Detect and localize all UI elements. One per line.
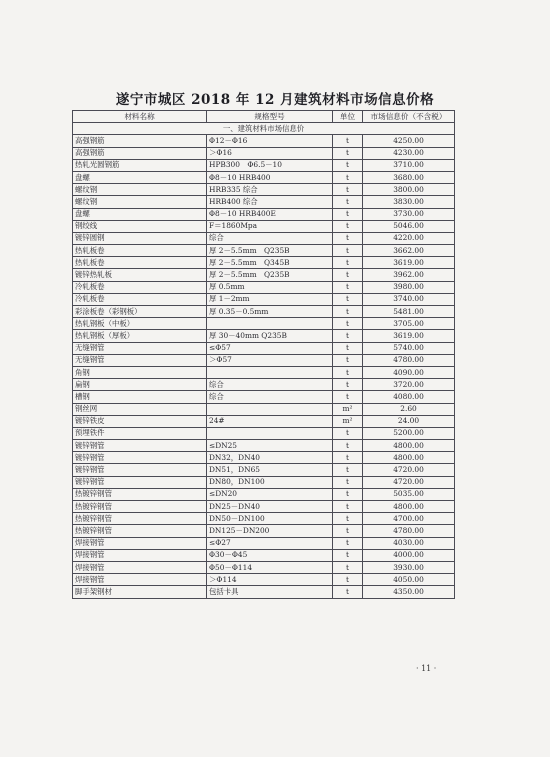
table-row xyxy=(73,366,455,378)
column-header-spec: 规格型号 xyxy=(207,111,333,123)
cell-unit: t xyxy=(333,196,363,208)
cell-unit: t xyxy=(333,306,363,318)
cell-spec xyxy=(207,366,333,378)
page-number: · 11 · xyxy=(416,664,437,673)
cell-price: 3930.00 xyxy=(363,561,455,573)
cell-unit: t xyxy=(333,440,363,452)
table-row xyxy=(73,184,455,196)
cell-material-name: 热轧钢板（中板） xyxy=(73,318,207,330)
cell-unit: t xyxy=(333,525,363,537)
cell-price: 4720.00 xyxy=(363,464,455,476)
cell-price: 4720.00 xyxy=(363,476,455,488)
cell-price: 4000.00 xyxy=(363,549,455,561)
section-heading: 一、建筑材料市场信息价 xyxy=(73,123,455,135)
cell-spec: ＞Φ57 xyxy=(207,354,333,366)
cell-spec: 综合 xyxy=(207,379,333,391)
table-row xyxy=(73,342,455,354)
cell-spec xyxy=(207,318,333,330)
cell-material-name: 焊接钢管 xyxy=(73,537,207,549)
table-row xyxy=(73,525,455,537)
cell-price: 3962.00 xyxy=(363,269,455,281)
cell-material-name: 盘螺 xyxy=(73,171,207,183)
cell-price: 2.60 xyxy=(363,403,455,415)
table-row xyxy=(73,452,455,464)
cell-price: 4030.00 xyxy=(363,537,455,549)
cell-price: 3705.00 xyxy=(363,318,455,330)
cell-spec: 厚 2－5.5mm Q345B xyxy=(207,257,333,269)
cell-material-name: 角钢 xyxy=(73,366,207,378)
table-row xyxy=(73,476,455,488)
table-row xyxy=(73,586,455,598)
cell-unit: t xyxy=(333,318,363,330)
cell-price: 3680.00 xyxy=(363,171,455,183)
cell-unit: t xyxy=(333,245,363,257)
table-row xyxy=(73,537,455,549)
cell-spec: 厚 1－2mm xyxy=(207,293,333,305)
cell-spec: Φ8－10 HRB400 xyxy=(207,171,333,183)
cell-unit: t xyxy=(333,208,363,220)
cell-spec: Φ50－Φ114 xyxy=(207,561,333,573)
table-row xyxy=(73,281,455,293)
cell-material-name: 镀锌圆钢 xyxy=(73,232,207,244)
cell-material-name: 盘螺 xyxy=(73,208,207,220)
table-row xyxy=(73,513,455,525)
cell-material-name: 热轧板卷 xyxy=(73,245,207,257)
cell-price: 4800.00 xyxy=(363,452,455,464)
cell-unit: t xyxy=(333,257,363,269)
cell-unit: t xyxy=(333,549,363,561)
cell-spec: DN25－DN40 xyxy=(207,501,333,513)
cell-price: 24.00 xyxy=(363,415,455,427)
cell-spec: DN50－DN100 xyxy=(207,513,333,525)
cell-material-name: 无缝钢管 xyxy=(73,354,207,366)
table-row xyxy=(73,257,455,269)
table-header-row xyxy=(73,111,455,123)
cell-unit: t xyxy=(333,366,363,378)
cell-spec: Φ12－Φ16 xyxy=(207,135,333,147)
cell-spec: DN51，DN65 xyxy=(207,464,333,476)
cell-price: 5035.00 xyxy=(363,488,455,500)
cell-unit: t xyxy=(333,391,363,403)
table-row xyxy=(73,549,455,561)
cell-price: 3619.00 xyxy=(363,257,455,269)
cell-spec: 综合 xyxy=(207,391,333,403)
cell-material-name: 冷轧板卷 xyxy=(73,281,207,293)
cell-unit: t xyxy=(333,342,363,354)
cell-material-name: 镀锌钢管 xyxy=(73,464,207,476)
cell-unit: t xyxy=(333,135,363,147)
cell-unit: t xyxy=(333,501,363,513)
cell-material-name: 高强钢筋 xyxy=(73,135,207,147)
cell-material-name: 热镀锌钢管 xyxy=(73,501,207,513)
cell-unit: t xyxy=(333,147,363,159)
table-row xyxy=(73,293,455,305)
cell-material-name: 热轧钢板（厚板） xyxy=(73,330,207,342)
cell-unit: t xyxy=(333,586,363,598)
cell-spec: Φ8－10 HRB400E xyxy=(207,208,333,220)
cell-unit: t xyxy=(333,159,363,171)
table-row xyxy=(73,318,455,330)
section-row xyxy=(73,123,455,135)
cell-price: 4220.00 xyxy=(363,232,455,244)
cell-spec xyxy=(207,427,333,439)
table-row xyxy=(73,232,455,244)
cell-price: 4700.00 xyxy=(363,513,455,525)
cell-spec: ＞Φ114 xyxy=(207,574,333,586)
table-body xyxy=(73,123,455,598)
cell-material-name: 镀锌铁皮 xyxy=(73,415,207,427)
cell-price: 5200.00 xyxy=(363,427,455,439)
cell-spec: 厚 0.5mm xyxy=(207,281,333,293)
cell-spec: 厚 2－5.5mm Q235B xyxy=(207,245,333,257)
column-header-name: 材料名称 xyxy=(73,111,207,123)
cell-material-name: 彩涂板卷（彩钢板） xyxy=(73,306,207,318)
table-row xyxy=(73,220,455,232)
cell-spec: 厚 2－5.5mm Q235B xyxy=(207,269,333,281)
table-row xyxy=(73,488,455,500)
column-header-price: 市场信息价（不含税） xyxy=(363,111,455,123)
cell-price: 3662.00 xyxy=(363,245,455,257)
cell-material-name: 冷轧板卷 xyxy=(73,293,207,305)
cell-spec: DN32，DN40 xyxy=(207,452,333,464)
cell-spec xyxy=(207,403,333,415)
cell-material-name: 螺纹钢 xyxy=(73,196,207,208)
table-row xyxy=(73,147,455,159)
cell-unit: t xyxy=(333,488,363,500)
table-row xyxy=(73,464,455,476)
cell-price: 4050.00 xyxy=(363,574,455,586)
cell-unit: t xyxy=(333,220,363,232)
cell-material-name: 镀锌钢管 xyxy=(73,440,207,452)
cell-unit: t xyxy=(333,171,363,183)
table-row xyxy=(73,330,455,342)
cell-unit: t xyxy=(333,464,363,476)
cell-unit: t xyxy=(333,184,363,196)
cell-material-name: 螺纹钢 xyxy=(73,184,207,196)
cell-unit: t xyxy=(333,281,363,293)
column-header-unit: 单位 xyxy=(333,111,363,123)
cell-unit: t xyxy=(333,476,363,488)
cell-material-name: 脚手架钢材 xyxy=(73,586,207,598)
cell-spec: 厚 30－40mm Q235B xyxy=(207,330,333,342)
cell-spec: Φ30－Φ45 xyxy=(207,549,333,561)
cell-price: 4780.00 xyxy=(363,354,455,366)
cell-material-name: 高强钢筋 xyxy=(73,147,207,159)
cell-price: 4780.00 xyxy=(363,525,455,537)
cell-spec: ≤Φ57 xyxy=(207,342,333,354)
table-row xyxy=(73,440,455,452)
cell-spec: ≤DN20 xyxy=(207,488,333,500)
cell-price: 5740.00 xyxy=(363,342,455,354)
cell-price: 4800.00 xyxy=(363,440,455,452)
cell-spec: DN80，DN100 xyxy=(207,476,333,488)
table-row xyxy=(73,196,455,208)
cell-price: 4350.00 xyxy=(363,586,455,598)
table-row xyxy=(73,379,455,391)
table-row xyxy=(73,269,455,281)
table-row xyxy=(73,306,455,318)
cell-spec: ≤Φ27 xyxy=(207,537,333,549)
table-row xyxy=(73,208,455,220)
cell-material-name: 无缝钢管 xyxy=(73,342,207,354)
table-row xyxy=(73,427,455,439)
cell-unit: t xyxy=(333,379,363,391)
cell-price: 5046.00 xyxy=(363,220,455,232)
cell-spec: HRB335 综合 xyxy=(207,184,333,196)
table-row xyxy=(73,354,455,366)
page-title: 遂宁市城区 2018 年 12 月建筑材料市场信息价格 xyxy=(115,92,435,108)
cell-spec: HPB300 Φ6.5－10 xyxy=(207,159,333,171)
cell-spec: ＞Φ16 xyxy=(207,147,333,159)
cell-price: 4230.00 xyxy=(363,147,455,159)
cell-material-name: 镀锌钢管 xyxy=(73,452,207,464)
cell-unit: t xyxy=(333,354,363,366)
table-row xyxy=(73,135,455,147)
cell-unit: t xyxy=(333,427,363,439)
table-row xyxy=(73,403,455,415)
cell-material-name: 热轧板卷 xyxy=(73,257,207,269)
cell-price: 3830.00 xyxy=(363,196,455,208)
cell-price: 3720.00 xyxy=(363,379,455,391)
cell-unit: t xyxy=(333,537,363,549)
cell-unit: t xyxy=(333,452,363,464)
cell-spec: 综合 xyxy=(207,232,333,244)
cell-material-name: 预埋铁件 xyxy=(73,427,207,439)
cell-price: 4090.00 xyxy=(363,366,455,378)
cell-price: 3740.00 xyxy=(363,293,455,305)
price-table xyxy=(72,110,455,599)
cell-price: 4080.00 xyxy=(363,391,455,403)
table-row xyxy=(73,171,455,183)
cell-material-name: 钢丝网 xyxy=(73,403,207,415)
cell-spec: HRB400 综合 xyxy=(207,196,333,208)
cell-price: 5481.00 xyxy=(363,306,455,318)
cell-spec: 24# xyxy=(207,415,333,427)
table-row xyxy=(73,574,455,586)
cell-material-name: 钢绞线 xyxy=(73,220,207,232)
cell-unit: t xyxy=(333,513,363,525)
cell-price: 3980.00 xyxy=(363,281,455,293)
cell-spec: DN125－DN200 xyxy=(207,525,333,537)
cell-material-name: 槽钢 xyxy=(73,391,207,403)
table-row xyxy=(73,501,455,513)
cell-unit: t xyxy=(333,561,363,573)
cell-price: 3710.00 xyxy=(363,159,455,171)
table-row xyxy=(73,561,455,573)
cell-material-name: 热轧光圆钢筋 xyxy=(73,159,207,171)
cell-price: 3730.00 xyxy=(363,208,455,220)
cell-material-name: 焊接钢管 xyxy=(73,549,207,561)
cell-material-name: 热镀锌钢管 xyxy=(73,525,207,537)
cell-material-name: 热镀锌钢管 xyxy=(73,513,207,525)
cell-price: 4250.00 xyxy=(363,135,455,147)
cell-spec: 包括卡具 xyxy=(207,586,333,598)
cell-unit: m² xyxy=(333,403,363,415)
table-row xyxy=(73,391,455,403)
cell-spec: 厚 0.35－0.5mm xyxy=(207,306,333,318)
cell-unit: t xyxy=(333,269,363,281)
cell-spec: ≤DN25 xyxy=(207,440,333,452)
cell-price: 3619.00 xyxy=(363,330,455,342)
cell-price: 3800.00 xyxy=(363,184,455,196)
cell-material-name: 焊接钢管 xyxy=(73,574,207,586)
cell-unit: t xyxy=(333,293,363,305)
cell-spec: F＝1860Mpa xyxy=(207,220,333,232)
cell-unit: t xyxy=(333,574,363,586)
cell-material-name: 焊接钢管 xyxy=(73,561,207,573)
cell-unit: t xyxy=(333,330,363,342)
cell-material-name: 镀锌热轧板 xyxy=(73,269,207,281)
cell-price: 4800.00 xyxy=(363,501,455,513)
table-row xyxy=(73,415,455,427)
cell-unit: t xyxy=(333,232,363,244)
table-row xyxy=(73,245,455,257)
cell-material-name: 扁钢 xyxy=(73,379,207,391)
table-row xyxy=(73,159,455,171)
cell-unit: m² xyxy=(333,415,363,427)
cell-material-name: 镀锌钢管 xyxy=(73,476,207,488)
cell-material-name: 热镀锌钢管 xyxy=(73,488,207,500)
